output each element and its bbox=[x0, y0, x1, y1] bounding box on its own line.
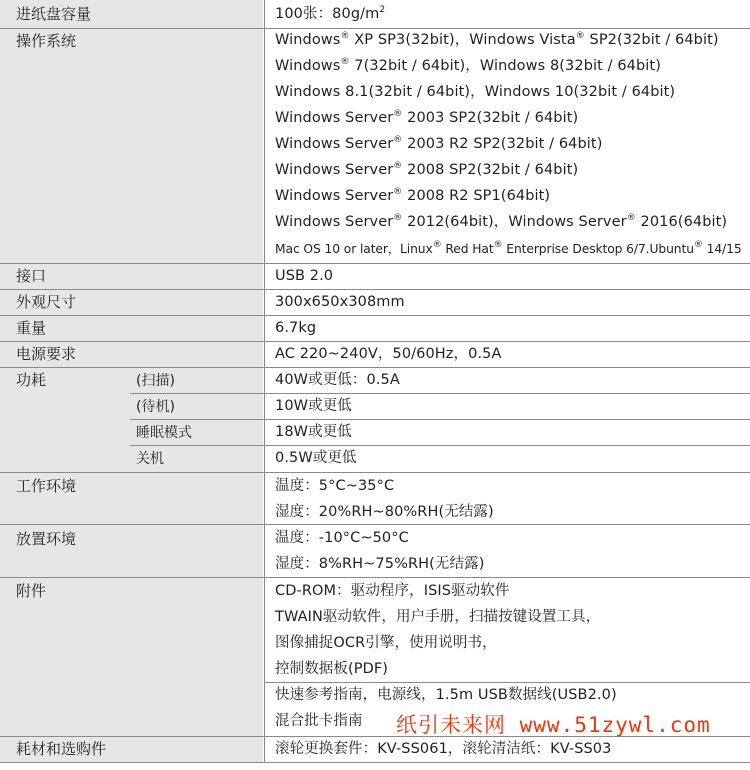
value-operating-humidity: 湿度：20%RH~80%RH(无结露) bbox=[275, 504, 494, 520]
os-line: Windows 8.1(32bit / 64bit)，Windows 10(32bit / 64bit) bbox=[275, 84, 676, 100]
value-operating-temp: 温度：5°C~35°C bbox=[275, 478, 395, 494]
label-consumables: 耗材和选购件 bbox=[16, 740, 107, 758]
value-weight: 6.7kg bbox=[275, 320, 317, 336]
divider bbox=[130, 393, 750, 394]
divider bbox=[0, 762, 750, 763]
sublabel-standby: (待机) bbox=[136, 399, 175, 415]
value-off: 0.5W或更低 bbox=[275, 450, 357, 466]
value-storage-temp: 温度：-10°C~50°C bbox=[275, 530, 409, 546]
label-accessories: 附件 bbox=[16, 582, 47, 600]
label-paper-capacity: 进纸盘容量 bbox=[16, 5, 92, 23]
label-consumption: 功耗 bbox=[16, 371, 47, 389]
label-operating-env: 工作环境 bbox=[16, 477, 77, 495]
os-line: Windows Server® 2008 R2 SP1(64bit) bbox=[275, 187, 551, 204]
value-scan: 40W或更低：0.5A bbox=[275, 372, 400, 388]
divider bbox=[130, 445, 750, 446]
accessory-line: TWAIN驱动软件，用户手册，扫描按键设置工具， bbox=[275, 609, 601, 625]
os-line: Windows® 7(32bit / 64bit)，Windows 8(32bit / 64bit) bbox=[275, 57, 661, 74]
value-sleep: 18W或更低 bbox=[275, 424, 352, 440]
os-line: Windows Server® 2012(64bit)，Windows Server® 2016(64bit) bbox=[275, 213, 728, 230]
label-power: 电源要求 bbox=[16, 345, 77, 363]
label-interface: 接口 bbox=[16, 267, 47, 285]
os-line: Windows Server® 2008 SP2(32bit / 64bit) bbox=[275, 161, 579, 178]
accessory-line: 混合批卡指南 bbox=[275, 713, 363, 729]
label-storage-env: 放置环境 bbox=[16, 530, 77, 548]
sublabel-scan: (扫描) bbox=[136, 373, 175, 389]
label-weight: 重量 bbox=[16, 319, 47, 337]
os-line: Windows Server® 2003 R2 SP2(32bit / 64bit) bbox=[275, 135, 603, 152]
value-consumables: 滚轮更换套件：KV-SS061，滚轮清洁纸：KV-SS03 bbox=[275, 741, 612, 757]
divider bbox=[130, 419, 750, 420]
column-divider bbox=[264, 0, 265, 763]
accessory-line: 控制数据板(PDF) bbox=[275, 661, 389, 677]
watermark: 纸引未来网 www.51zywl.com bbox=[396, 713, 711, 737]
value-standby: 10W或更低 bbox=[275, 398, 352, 414]
accessory-line: CD-ROM：驱动程序，ISIS驱动软件 bbox=[275, 583, 510, 599]
value-storage-humidity: 湿度：8%RH~75%RH(无结露) bbox=[275, 556, 485, 572]
sublabel-off: 关机 bbox=[136, 451, 164, 467]
label-dimensions: 外观尺寸 bbox=[16, 293, 77, 311]
value-dimensions: 300x650x308mm bbox=[275, 294, 405, 310]
value-power: AC 220~240V，50/60Hz，0.5A bbox=[275, 346, 502, 362]
value-interface: USB 2.0 bbox=[275, 268, 334, 284]
accessory-line: 快速参考指南，电源线，1.5m USB数据线(USB2.0) bbox=[275, 687, 617, 703]
accessory-line: 图像捕捉OCR引擎，使用说明书， bbox=[275, 635, 497, 651]
sublabel-sleep: 睡眠模式 bbox=[136, 425, 192, 441]
label-os: 操作系统 bbox=[16, 32, 77, 50]
os-line: Windows® XP SP3(32bit)，Windows Vista® SP2(32bit / 64bit) bbox=[275, 31, 719, 48]
label-cell-bg bbox=[0, 29, 263, 263]
value-paper-capacity: 100张：$80g/m^2$ bbox=[275, 5, 386, 22]
os-line: Mac OS 10 or later，Linux® Red Hat® Enterprise Desktop 6/7.Ubuntu® 14/15 bbox=[275, 240, 742, 256]
os-line: Windows Server® 2003 SP2(32bit / 64bit) bbox=[275, 109, 579, 126]
